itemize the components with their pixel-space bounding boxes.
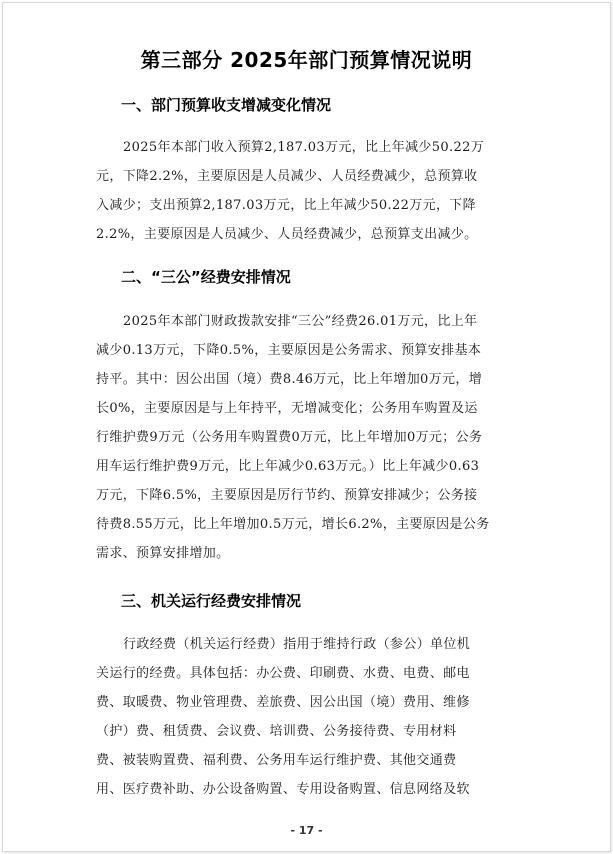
section-heading-2: 二、“三公”经费安排情况 <box>121 268 291 286</box>
paragraph-line: 关运行的经费。具体包括：办公费、印刷费、水费、电费、邮电 <box>96 666 470 681</box>
paragraph-line: 2025年本部门财政拨款安排“三公”经费26.01万元，比上年 <box>123 314 478 329</box>
document-title: 第三部分 2025年部门预算情况说明 <box>140 48 473 72</box>
paragraph-line: 用车运行维护费9万元，比上年减少0.63万元。）比上年减少0.63 <box>96 459 480 474</box>
paragraph-line: 需求、预算安排增加。 <box>96 546 230 561</box>
paragraph-line: 待费8.55万元，比上年增加0.5万元，增长6.2%，主要原因是公务 <box>96 517 490 532</box>
paragraph-line: 万元，下降6.5%，主要原因是厉行节约、预算安排减少；公务接 <box>96 488 478 503</box>
section-heading-1: 一、部门预算收支增减变化情况 <box>121 96 332 114</box>
paragraph-line: 行维护费9万元（公务用车购置费0万元，比上年增加0万元；公务 <box>96 430 483 445</box>
section-heading-3: 三、机关运行经费安排情况 <box>121 592 302 610</box>
paragraph-line: 减少0.13万元，下降0.5%，主要原因是公务需求、预算安排基本 <box>96 343 482 358</box>
paragraph-line: 2.2%，主要原因是人员减少、人员经费减少，总预算支出减少。 <box>96 227 478 242</box>
page-number: - 17 - <box>290 824 323 837</box>
paragraph-line: 2025年本部门收入预算2,187.03万元，比上年减少50.22万 <box>123 140 485 155</box>
paragraph-line: 长0%，主要原因是与上年持平，无增减变化；公务用车购置及运 <box>96 401 478 416</box>
paragraph-line: 行政经费（机关运行经费）指用于维持行政（参公）单位机 <box>123 637 471 652</box>
paragraph-line: 费、被装购置费、福利费、公务用车运行维护费、其他交通费 <box>96 753 457 768</box>
paragraph-line: 入减少；支出预算2,187.03万元，比上年减少50.22万元，下降 <box>96 198 477 213</box>
paragraph-line: （护）费、租赁费、会议费、培训费、公务接待费、专用材料 <box>96 724 457 739</box>
paragraph-line: 用、医疗费补助、办公设备购置、专用设备购置、信息网络及软 <box>96 782 470 797</box>
paragraph-line: 元，下降2.2%，主要原因是人员减少、人员经费减少，总预算收 <box>96 169 478 184</box>
paragraph-line: 持平。其中：因公出国（境）费8.46万元，比上年增加0万元，增 <box>96 372 483 387</box>
paragraph-line: 费、取暖费、物业管理费、差旅费、因公出国（境）费用、维修 <box>96 695 470 710</box>
